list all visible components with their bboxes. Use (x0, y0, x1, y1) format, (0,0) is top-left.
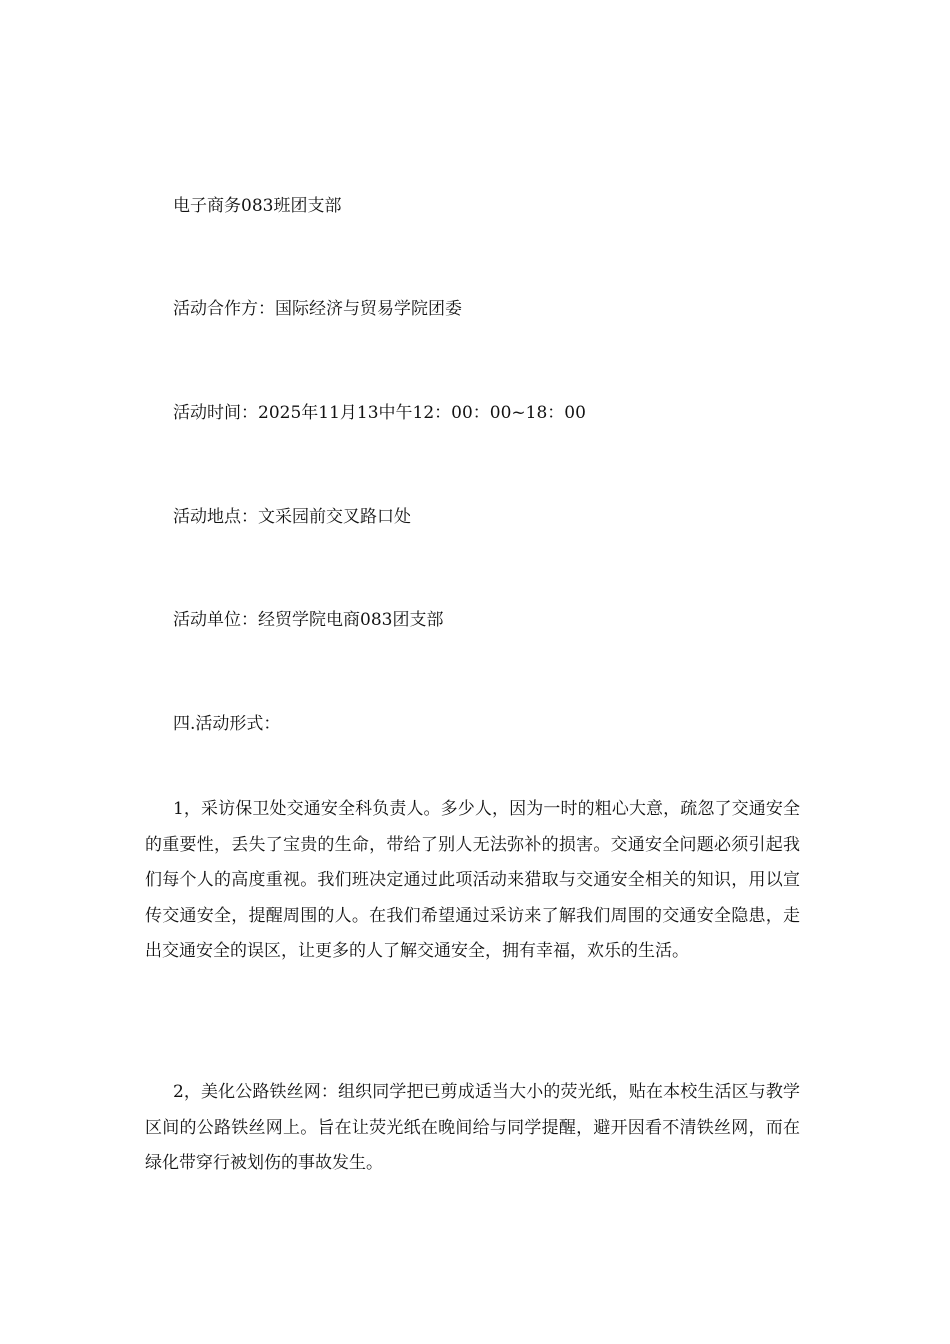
location-line: 活动地点：文采园前交叉路口处 (173, 507, 411, 527)
paragraph-interview: 1，采访保卫处交通安全科负责人。多少人，因为一时的粗心大意，疏忽了交通安全的重要性，丢失了宝贵的生命，带给了别人无法弥补的损害。交通安全问题必须引起我们每个人的高度重视。我们班决定通过此项活动来猎取与交通安全相关的知识，用以宣传交通安全，提醒周围的人。在我们希望通过采访来了解我们周围的交通安全隐患，走出交通安全的误区，让更多的人了解交通安全，拥有幸福，欢乐的生活。 (145, 799, 800, 961)
paragraph-fence: 2，美化公路铁丝网：组织同学把已剪成适当大小的荧光纸，贴在本校生活区与教学区间的公路铁丝网上。旨在让荧光纸在晚间给与同学提醒，避开因看不清铁丝网，而在绿化带穿行被划伤的事故发生。 (145, 1082, 800, 1173)
section-heading: 四.活动形式： (173, 714, 281, 734)
partner-line: 活动合作方：国际经济与贸易学院团委 (173, 299, 462, 319)
branch-name-line: 电子商务083班团支部 (173, 196, 342, 216)
organizer-line: 活动单位：经贸学院电商083团支部 (173, 610, 444, 630)
time-line: 活动时间：2025年11月13中午12：00：00~18：00 (173, 403, 586, 423)
